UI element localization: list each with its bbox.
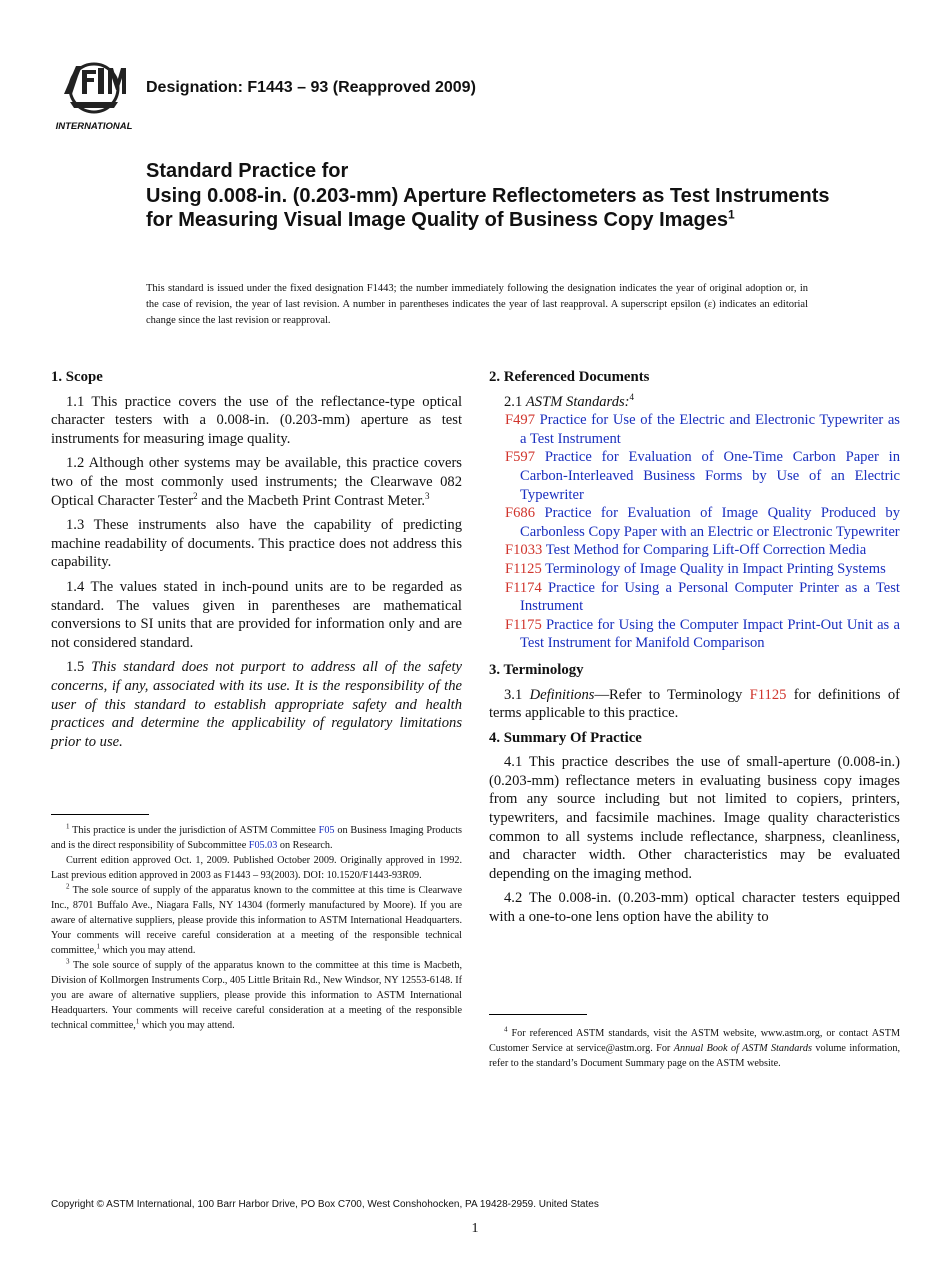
title-line1: Standard Practice for <box>146 160 349 182</box>
page-number: 1 <box>471 1221 479 1236</box>
terminology-link-f1125[interactable]: F1125 <box>749 686 787 703</box>
referenced-documents-heading: 2. Referenced Documents <box>489 369 650 385</box>
scope-para-4: 1.4 The values stated in inch-pound units are to be regarded as standard. The values given in parentheses are mathematical conversions to SI units that are provided for information only and are not considered standard. <box>51 578 462 651</box>
scope-para-3: 1.3 These instruments also have the capability of predicting machine readability of documents. This practice does not address this capability. <box>51 517 462 571</box>
footnote-ref-1[interactable]: 1 <box>135 1017 140 1026</box>
designation: Designation: F1443 – 93 (Reapproved 2009) <box>146 79 476 96</box>
footnote-1-text-b: on Business Imaging Products and is the direct responsibility of Subcommittee <box>51 825 462 851</box>
reference-code[interactable]: F1175 <box>505 616 542 633</box>
intro-paragraph: This standard is issued under the fixed designation F1443; the number immediately following the designation indicates the year of original adoption or, in the case of revision, the year of last revision. A number in parentheses indicates the year of last reapproval. A superscript epsilon (ε) indicates an editorial change since the last revision or reapproval. <box>146 283 808 326</box>
document-title <box>146 159 846 233</box>
logo-wordmark: INTERNATIONAL <box>55 121 133 132</box>
footnote-4-text-a: For referenced ASTM standards, visit the ASTM website, www.astm.org, or contact ASTM Customer Service at service@astm.org. For <box>489 1028 900 1054</box>
footnote-ref-1[interactable]: 1 <box>96 942 101 951</box>
scope-para-2-text-a: 1.2 Although other systems may be available, this practice covers two of the most commonly used instruments; the Clearwave 082 Optical Character Tester <box>51 455 462 509</box>
terminology-text-a: —Refer to Terminology <box>594 686 750 703</box>
right-column <box>489 368 900 933</box>
terminology-label: Definitions <box>529 686 595 703</box>
footnote-1-edition: Current edition approved Oct. 1, 2009. Published October 2009. Originally approved in 1992. Last previous edition approved in 2003 as F1443 – 93(2003). DOI: 10.1520/F1443-93R09. <box>51 855 462 881</box>
reference-item-f1033[interactable] <box>489 541 900 560</box>
reference-code[interactable]: F1174 <box>505 579 542 596</box>
scope-para-2-text-b: and the Macbeth Print Contrast Meter. <box>197 492 426 509</box>
footnote-divider <box>51 814 149 815</box>
footnote-mark: 3 <box>66 957 70 966</box>
terminology-heading: 3. Terminology <box>489 661 584 678</box>
reference-code[interactable]: F497 <box>505 412 536 429</box>
summary-heading: 4. Summary Of Practice <box>489 729 642 746</box>
footnote-4-text-b: volume information, refer to the standard’s Document Summary page on the ASTM website. <box>489 1043 900 1069</box>
footnote-4 <box>489 1026 900 1071</box>
footnote-mark: 4 <box>504 1025 508 1034</box>
reference-title[interactable]: Practice for Use of the Electric and Electronic Typewriter as a Test Instrument <box>520 412 900 447</box>
footnote-divider <box>489 1014 587 1015</box>
reference-item-f597[interactable] <box>489 448 900 504</box>
footnote-ref-4[interactable]: 4 <box>629 391 635 402</box>
reference-code[interactable]: F1125 <box>505 560 542 577</box>
footnote-ref-2[interactable]: 2 <box>193 490 198 501</box>
reference-code[interactable]: F597 <box>505 449 536 466</box>
title-main <box>146 184 846 233</box>
reference-title[interactable]: Practice for Evaluation of One-Time Carbon Paper in Carbon-Interleaved Business Forms by Use of an Electric Typewriter <box>520 449 900 503</box>
footnote-mark: 2 <box>66 882 70 891</box>
reference-title[interactable]: Terminology of Image Quality in Impact Printing Systems <box>541 560 886 577</box>
reference-title[interactable]: Practice for Evaluation of Image Quality Produced by Carbonless Copy Paper with an Electric or Electronic Typewriter <box>520 505 900 540</box>
reference-item-f1174[interactable] <box>489 579 900 616</box>
footnote-3 <box>51 958 462 1033</box>
footnote-1-text-c: on Research. <box>277 840 333 851</box>
footnote-1-text-a: This practice is under the jurisdiction of ASTM Committee <box>69 825 319 836</box>
scope-para-2 <box>51 454 462 510</box>
footnote-2 <box>51 883 462 958</box>
committee-link-f05[interactable]: F05 <box>318 825 335 836</box>
footnote-3-text-a: The sole source of supply of the apparatus known to the committee at this time is Macbeth, Division of Kollmorgen Instruments Corp., 405 Little Britain Rd., New Windsor, NY 12553-6148. If you are aware of alternative suppliers, please provide this information to ASTM International Headquarters. Your comments will receive careful consideration at a meeting of the responsible technical committee, <box>51 960 462 1031</box>
reference-title[interactable]: Test Method for Comparing Lift-Off Correction Media <box>542 542 867 559</box>
footnote-1 <box>51 823 462 853</box>
astm-logo <box>52 58 136 134</box>
footnote-3-text-b: which you may attend. <box>139 1020 235 1031</box>
footnote-4-italic: Annual Book of ASTM Standards <box>673 1043 812 1054</box>
astm-standards-label <box>489 393 900 412</box>
subcommittee-link-f0503[interactable]: F05.03 <box>248 840 278 851</box>
scope-para-5 <box>51 658 462 751</box>
terminology-text-b: for definitions of terms applicable to this practice. <box>489 686 900 722</box>
astm-standards-text: ASTM Standards: <box>525 393 630 410</box>
reference-title[interactable]: Practice for Using the Computer Impact Print-Out Unit as a Test Instrument for Manifold Comparison <box>520 616 900 652</box>
reference-title[interactable]: Practice for Using a Personal Computer Printer as a Test Instrument <box>520 579 900 615</box>
footnote-2-text-b: which you may attend. <box>100 945 196 956</box>
scope-para-5-num: 1.5 <box>66 659 92 676</box>
reference-item-f1175[interactable] <box>489 616 900 653</box>
scope-para-1: 1.1 This practice covers the use of the reflectance-type optical character testers with a 0.008-in. (0.203-mm) aperture as test instruments for measuring image quality. <box>51 393 462 447</box>
left-column <box>51 368 462 757</box>
reference-item-f1125[interactable] <box>489 560 900 579</box>
reference-code[interactable]: F1033 <box>505 542 543 559</box>
copyright-notice: Copyright © ASTM International, 100 Barr Harbor Drive, PO Box C700, West Conshohocken, PA 19428-2959. United States <box>51 1199 599 1210</box>
footnote-ref-3[interactable]: 3 <box>425 490 430 501</box>
footnotes-right <box>489 1026 900 1071</box>
terminology-para <box>489 686 900 723</box>
footnotes-left <box>51 823 462 1033</box>
terminology-num: 3.1 <box>504 686 530 703</box>
summary-para-1: 4.1 This practice describes the use of small-aperture (0.008-in.) (0.203-mm) reflectance meters in evaluating business copy images from any source including but not limited to copiers, printers, typewriters, and facsimile machines. Image quality characteristics common to all systems include reflectance, sharpness, cleanliness, and character width. Other characteristics may be evaluated depending on the imaging method. <box>489 754 900 882</box>
title-main-text: Using 0.008-in. (0.203-mm) Aperture Reflectometers as Test Instruments for Measuring Visual Image Quality of Business Copy Images <box>146 184 830 231</box>
title-footnote-mark: 1 <box>728 207 735 222</box>
footnote-mark: 1 <box>66 822 70 831</box>
astm-standards-num: 2.1 <box>504 393 526 410</box>
summary-para-2: 4.2 The 0.008-in. (0.203-mm) optical character testers equipped with a one-to-one lens option have the ability to <box>489 890 900 926</box>
scope-heading: 1. Scope <box>51 369 103 385</box>
footnote-2-text-a: The sole source of supply of the apparatus known to the committee at this time is Clearwave Inc., 8701 Buffalo Ave., Niagara Falls, NY 14304 (formerly manufactured by Moore). If you are aware of alternative suppliers, please provide this information to ASTM International Headquarters. Your comments will receive careful consideration at a meeting of the responsible technical committee, <box>51 885 462 956</box>
reference-item-f686[interactable] <box>489 504 900 541</box>
astm-logo-icon <box>52 58 136 134</box>
reference-item-f497[interactable] <box>489 411 900 448</box>
scope-para-5-text: This standard does not purport to address all of the safety concerns, if any, associated with its use. It is the responsibility of the user of this standard to establish appropriate safety and health practices and determine the applicability of regulatory limitations prior to use. <box>51 659 462 750</box>
reference-list <box>489 411 900 653</box>
reference-code[interactable]: F686 <box>505 505 536 522</box>
